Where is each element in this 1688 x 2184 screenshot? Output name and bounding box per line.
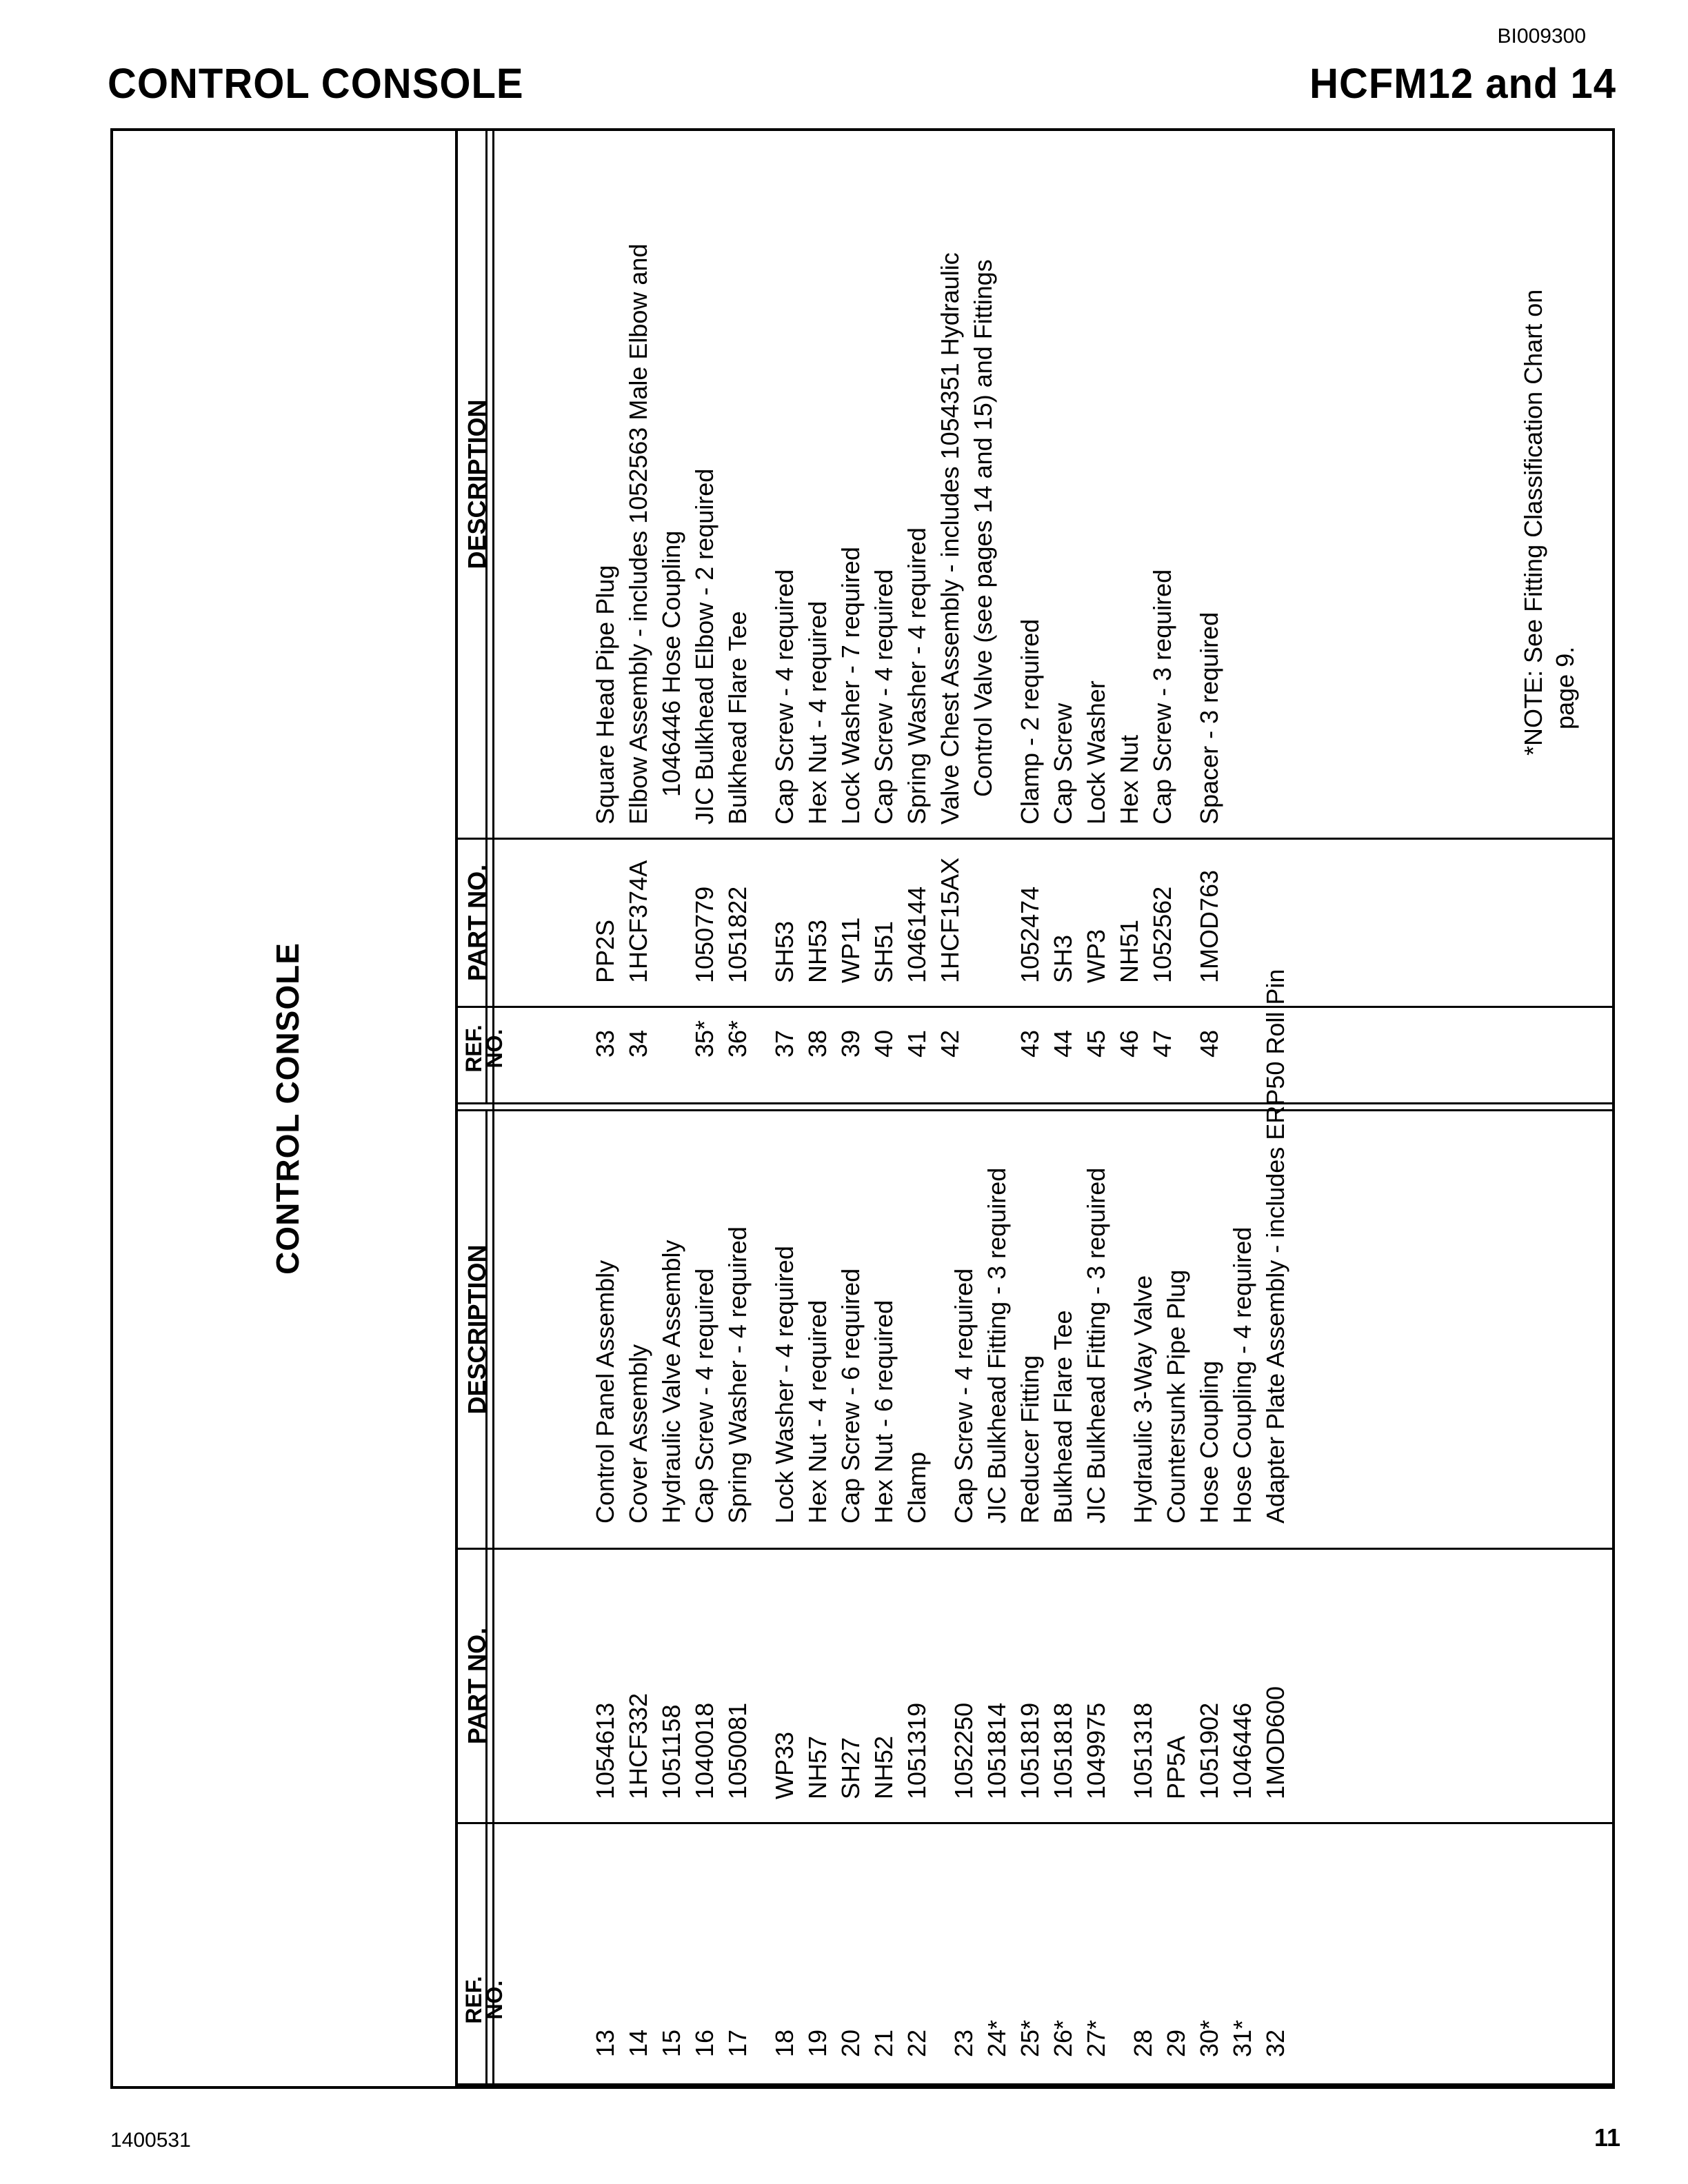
- row-description: Cap Screw - 4 required: [950, 1268, 978, 1524]
- row-description: Cap Screw - 6 required: [836, 1268, 865, 1524]
- row-description: Square Head Pipe Plug: [591, 565, 619, 825]
- row-ref-no: 28: [1129, 2029, 1157, 2057]
- row-description: Lock Washer - 4 required: [770, 1246, 798, 1524]
- col-head-part-left: PART NO.: [463, 1627, 491, 1745]
- row-part-no: 1HCF374A: [624, 860, 652, 983]
- header-title-right: HCFM12 and 14: [1309, 60, 1616, 108]
- row-part-no: 1050081: [723, 1702, 752, 1799]
- row-description: Control Valve (see pages 14 and 15) and Fittings: [969, 259, 997, 797]
- row-part-no: SH27: [836, 1737, 865, 1799]
- row-part-no: 1HCF332: [624, 1692, 652, 1799]
- row-description: JIC Bulkhead Elbow - 2 required: [690, 468, 719, 825]
- col-sep-part-desc-left: [455, 1548, 1612, 1550]
- row-description: Lock Washer: [1082, 680, 1110, 825]
- row-part-no: WP3: [1082, 929, 1110, 983]
- row-ref-no: 30*: [1195, 2019, 1223, 2057]
- row-ref-no: 33: [591, 1029, 619, 1058]
- row-ref-no: 48: [1195, 1029, 1223, 1058]
- col-head-ref-left: REF. NO.: [461, 1976, 507, 2024]
- row-ref-no: 26*: [1049, 2019, 1077, 2057]
- fitting-note: *NOTE: See Fitting Classification Chart on: [1519, 289, 1547, 756]
- row-part-no: 1050779: [690, 886, 719, 983]
- header-title-left: CONTROL CONSOLE: [108, 60, 524, 108]
- row-description: Clamp - 2 required: [1016, 618, 1044, 825]
- row-ref-no: 22: [903, 2029, 931, 2057]
- fitting-note-continued: page 9.: [1551, 646, 1579, 729]
- row-description: Clamp: [903, 1451, 931, 1524]
- row-description: Elbow Assembly - includes 1052563 Male Elbow and: [624, 243, 652, 825]
- row-description: Valve Chest Assembly - includes 1054351 Hydraulic: [936, 252, 964, 825]
- row-description: Spring Washer - 4 required: [903, 527, 931, 825]
- row-description: Cover Assembly: [624, 1344, 652, 1524]
- row-part-no: WP11: [836, 917, 865, 983]
- row-ref-no: 42: [936, 1029, 964, 1058]
- row-description: Cap Screw - 3 required: [1148, 569, 1176, 825]
- row-ref-no: 24*: [983, 2019, 1011, 2057]
- row-part-no: NH53: [803, 919, 832, 983]
- col-sep-ref-part-left: [455, 1822, 1612, 1824]
- row-part-no: 1051822: [723, 886, 752, 983]
- row-part-no: SH3: [1049, 934, 1077, 983]
- row-ref-no: 18: [770, 2029, 798, 2057]
- row-part-no: NH52: [870, 1735, 898, 1799]
- row-ref-no: 41: [903, 1029, 931, 1058]
- row-description: Hex Nut - 6 required: [870, 1300, 898, 1524]
- row-part-no: 1046144: [903, 886, 931, 983]
- header-rule-2: [492, 131, 494, 2086]
- row-ref-no: 17: [723, 2029, 752, 2057]
- row-description: Cap Screw - 4 required: [870, 569, 898, 825]
- table-top-rule: [455, 131, 458, 2086]
- row-part-no: 1052474: [1016, 886, 1044, 983]
- row-ref-no: 37: [770, 1029, 798, 1058]
- col-head-part-right: PART NO.: [463, 864, 491, 982]
- row-part-no: 1MOD763: [1195, 869, 1223, 983]
- row-ref-no: 43: [1016, 1029, 1044, 1058]
- row-description: Hex Nut - 4 required: [803, 1300, 832, 1524]
- row-ref-no: 29: [1162, 2029, 1190, 2057]
- row-ref-no: 23: [950, 2029, 978, 2057]
- col-sep-ref-part-right: [455, 1006, 1612, 1008]
- row-description: Adapter Plate Assembly - includes ERP50 Roll Pin: [1261, 969, 1289, 1524]
- row-description: Hydraulic 3-Way Valve: [1129, 1275, 1157, 1524]
- row-description: Bulkhead Flare Tee: [1049, 1310, 1077, 1524]
- row-part-no: PP2S: [591, 919, 619, 983]
- col-sep-left-edge: [455, 2083, 1612, 2086]
- row-part-no: SH53: [770, 920, 798, 983]
- row-ref-no: 16: [690, 2029, 719, 2057]
- row-description: Spring Washer - 4 required: [723, 1226, 752, 1524]
- row-part-no: 1054613: [591, 1702, 619, 1799]
- row-part-no: 1051902: [1195, 1702, 1223, 1799]
- row-part-no: 1051819: [1016, 1702, 1044, 1799]
- row-ref-no: 14: [624, 2029, 652, 2057]
- row-ref-no: 19: [803, 2029, 832, 2057]
- row-ref-no: 32: [1261, 2029, 1289, 2057]
- row-description: Hose Coupling: [1195, 1360, 1223, 1524]
- row-description: Hex Nut - 4 required: [803, 600, 832, 825]
- row-description: Hex Nut: [1115, 734, 1143, 825]
- row-part-no: 1052562: [1148, 886, 1176, 983]
- row-description: Cap Screw - 4 required: [690, 1268, 719, 1524]
- row-description: Hydraulic Valve Assembly: [657, 1240, 685, 1524]
- row-ref-no: 25*: [1016, 2019, 1044, 2057]
- row-part-no: NH57: [803, 1735, 832, 1799]
- parts-list-rotated: [113, 131, 1612, 2086]
- row-part-no: 1049975: [1082, 1702, 1110, 1799]
- row-description: Control Panel Assembly: [591, 1260, 619, 1524]
- col-sep-part-desc-right: [455, 838, 1612, 840]
- row-ref-no: 40: [870, 1029, 898, 1058]
- row-ref-no: 13: [591, 2029, 619, 2057]
- row-part-no: 1046446: [1228, 1702, 1256, 1799]
- row-part-no: WP33: [770, 1731, 798, 1799]
- row-part-no: 1051818: [1049, 1702, 1077, 1799]
- row-description: Cap Screw - 4 required: [770, 569, 798, 825]
- row-ref-no: 45: [1082, 1029, 1110, 1058]
- row-ref-no: 46: [1115, 1029, 1143, 1058]
- row-description: JIC Bulkhead Fitting - 3 required: [1082, 1167, 1110, 1524]
- row-part-no: NH51: [1115, 919, 1143, 983]
- row-description: Cap Screw: [1049, 702, 1077, 825]
- row-description: Spacer - 3 required: [1195, 611, 1223, 825]
- row-part-no: 1051814: [983, 1702, 1011, 1799]
- col-sep-middle-b: [455, 1102, 1612, 1104]
- row-ref-no: 39: [836, 1029, 865, 1058]
- row-part-no: 1HCF15AX: [936, 857, 964, 983]
- row-description: Lock Washer - 7 required: [836, 547, 865, 825]
- footer-doc-number: 1400531: [110, 2129, 191, 2152]
- row-ref-no: 34: [624, 1029, 652, 1058]
- row-description: 1046446 Hose Coupling: [657, 530, 685, 797]
- row-ref-no: 31*: [1228, 2019, 1256, 2057]
- row-ref-no: 27*: [1082, 2019, 1110, 2057]
- row-part-no: 1040018: [690, 1702, 719, 1799]
- footer-page-number: 11: [1594, 2123, 1620, 2152]
- row-ref-no: 47: [1148, 1029, 1176, 1058]
- col-head-desc-left: DESCRIPTION: [463, 1244, 491, 1415]
- row-description: Bulkhead Flare Tee: [723, 611, 752, 825]
- parts-list-frame: [110, 128, 1615, 2089]
- col-head-desc-right: DESCRIPTION: [463, 399, 491, 569]
- row-ref-no: 20: [836, 2029, 865, 2057]
- row-ref-no: 38: [803, 1029, 832, 1058]
- row-description: Countersunk Pipe Plug: [1162, 1269, 1190, 1524]
- row-part-no: PP5A: [1162, 1735, 1190, 1799]
- row-ref-no: 44: [1049, 1029, 1077, 1058]
- row-description: Hose Coupling - 4 required: [1228, 1226, 1256, 1524]
- row-part-no: 1MOD600: [1261, 1686, 1289, 1799]
- row-part-no: SH51: [870, 920, 898, 983]
- row-part-no: 1052250: [950, 1702, 978, 1799]
- row-description: Reducer Fitting: [1016, 1355, 1044, 1524]
- row-part-no: 1051319: [903, 1702, 931, 1799]
- row-part-no: 1051318: [1129, 1702, 1157, 1799]
- row-ref-no: 36*: [723, 1020, 752, 1058]
- col-head-ref-right: REF. NO.: [461, 1024, 507, 1073]
- section-title: CONTROL CONSOLE: [270, 942, 305, 1275]
- col-sep-middle-a: [455, 1109, 1612, 1111]
- row-ref-no: 15: [657, 2029, 685, 2057]
- row-ref-no: 21: [870, 2029, 898, 2057]
- row-description: JIC Bulkhead Fitting - 3 required: [983, 1167, 1011, 1524]
- row-ref-no: 35*: [690, 1020, 719, 1058]
- row-part-no: 1051158: [657, 1704, 685, 1799]
- document-id: BI009300: [1497, 25, 1586, 48]
